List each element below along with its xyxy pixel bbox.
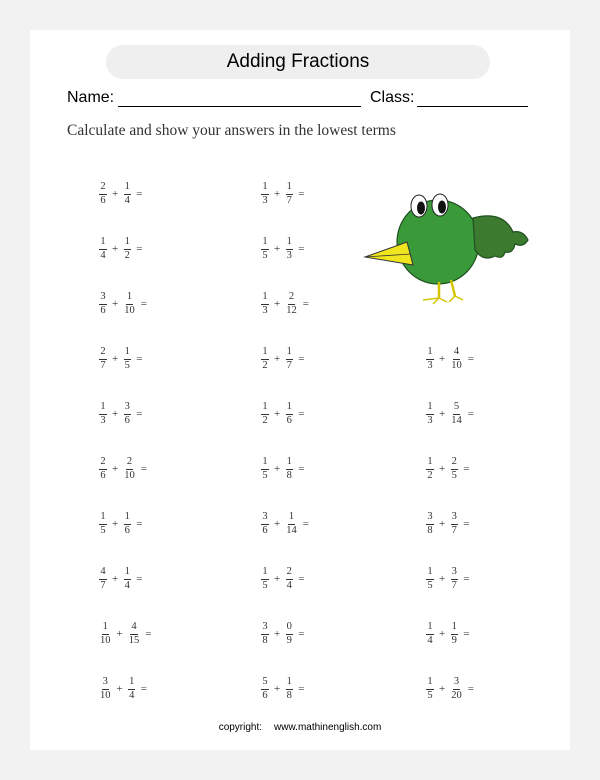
denominator: 4: [286, 579, 292, 591]
problem-item: [99, 677, 147, 701]
numerator: 1: [261, 457, 268, 470]
plus-sign: +: [274, 573, 281, 585]
numerator: 1: [99, 237, 106, 250]
instructions: Calculate and show your answers in the lowest terms: [67, 122, 396, 139]
numerator: 1: [124, 182, 131, 195]
plus-sign: +: [439, 408, 446, 420]
equals-sign: =: [463, 518, 470, 530]
denominator: 5: [124, 359, 130, 371]
denominator: 7: [451, 579, 457, 591]
denominator: 2: [427, 469, 433, 481]
denominator: 7: [100, 359, 106, 371]
numerator: 4: [453, 347, 460, 360]
fraction: [123, 347, 131, 371]
problem-item: [426, 347, 474, 371]
numerator: 1: [426, 347, 433, 360]
numerator: 3: [451, 512, 458, 525]
fraction: [99, 512, 107, 536]
problem-item: [261, 457, 304, 481]
plus-sign: +: [112, 518, 119, 530]
numerator: 1: [426, 622, 433, 635]
equals-sign: =: [298, 628, 305, 640]
fraction: [99, 292, 107, 316]
denominator: 4: [100, 249, 106, 261]
name-field[interactable]: [118, 106, 361, 107]
fraction: [123, 402, 131, 426]
fraction: [261, 292, 269, 316]
copyright-label: copyright:: [218, 722, 263, 733]
numerator: 1: [286, 457, 293, 470]
numerator: 1: [426, 567, 433, 580]
numerator: 1: [286, 347, 293, 360]
fraction: [99, 622, 112, 646]
numerator: 3: [102, 677, 109, 690]
numerator: 1: [128, 677, 135, 690]
denominator: 9: [451, 634, 457, 646]
denominator: 8: [427, 524, 433, 536]
denominator: 10: [451, 359, 462, 371]
numerator: 3: [261, 622, 268, 635]
equals-sign: =: [298, 463, 305, 475]
numerator: 2: [451, 457, 458, 470]
denominator: 2: [124, 249, 130, 261]
denominator: 3: [262, 194, 268, 206]
numerator: 3: [426, 512, 433, 525]
denominator: 4: [129, 689, 135, 701]
problem-item: [261, 677, 304, 701]
equals-sign: =: [298, 188, 305, 200]
numerator: 1: [426, 402, 433, 415]
denominator: 7: [286, 359, 292, 371]
numerator: 1: [288, 512, 295, 525]
numerator: 2: [99, 182, 106, 195]
problem-item: [261, 512, 309, 536]
fraction: [261, 457, 269, 481]
denominator: 3: [427, 414, 433, 426]
problem-item: [99, 182, 142, 206]
denominator: 10: [124, 304, 135, 316]
fraction: [450, 457, 458, 481]
problem-item: [426, 622, 469, 646]
class-label: Class:: [370, 89, 415, 106]
fraction: [426, 622, 434, 646]
numerator: 1: [261, 567, 268, 580]
problem-item: [261, 182, 304, 206]
plus-sign: +: [439, 683, 446, 695]
numerator: 1: [102, 622, 109, 635]
plus-sign: +: [439, 353, 446, 365]
denominator: 8: [262, 634, 268, 646]
denominator: 8: [286, 469, 292, 481]
fraction: [450, 677, 463, 701]
equals-sign: =: [136, 573, 143, 585]
denominator: 10: [100, 689, 111, 701]
fraction: [261, 567, 269, 591]
denominator: 8: [286, 689, 292, 701]
problem-item: [261, 292, 309, 316]
numerator: 2: [99, 347, 106, 360]
problem-item: [261, 567, 304, 591]
denominator: 4: [124, 194, 130, 206]
denominator: 5: [427, 579, 433, 591]
fraction: [99, 347, 107, 371]
denominator: 9: [286, 634, 292, 646]
numerator: 1: [261, 237, 268, 250]
equals-sign: =: [140, 298, 147, 310]
denominator: 5: [100, 524, 106, 536]
fraction: [285, 292, 298, 316]
fraction: [285, 347, 293, 371]
fraction: [285, 622, 293, 646]
fraction: [261, 677, 269, 701]
fraction: [261, 402, 269, 426]
fraction: [128, 622, 141, 646]
equals-sign: =: [136, 188, 143, 200]
fraction: [99, 677, 112, 701]
denominator: 6: [100, 469, 106, 481]
plus-sign: +: [439, 518, 446, 530]
fraction: [426, 567, 434, 591]
problem-item: [426, 567, 469, 591]
plus-sign: +: [439, 573, 446, 585]
fraction: [285, 402, 293, 426]
denominator: 15: [128, 634, 140, 646]
denominator: 14: [451, 414, 462, 426]
plus-sign: +: [439, 628, 446, 640]
plus-sign: +: [274, 683, 281, 695]
numerator: 1: [124, 347, 131, 360]
numerator: 3: [451, 567, 458, 580]
denominator: 2: [262, 359, 268, 371]
denominator: 6: [100, 194, 106, 206]
numerator: 3: [124, 402, 131, 415]
plus-sign: +: [274, 518, 281, 530]
problem-item: [99, 457, 147, 481]
numerator: 1: [451, 622, 458, 635]
denominator: 6: [100, 304, 106, 316]
numerator: 2: [126, 457, 133, 470]
equals-sign: =: [145, 628, 152, 640]
problem-item: [99, 402, 142, 426]
fraction: [285, 182, 293, 206]
equals-sign: =: [463, 628, 470, 640]
denominator: 3: [100, 414, 106, 426]
green-bird-icon: [363, 170, 535, 305]
equals-sign: =: [302, 518, 309, 530]
fraction: [123, 457, 136, 481]
numerator: 1: [286, 677, 293, 690]
fraction: [123, 182, 131, 206]
fraction: [426, 512, 434, 536]
plus-sign: +: [116, 628, 123, 640]
fraction: [128, 677, 136, 701]
equals-sign: =: [298, 683, 305, 695]
equals-sign: =: [298, 573, 305, 585]
fraction: [450, 622, 458, 646]
numerator: 1: [426, 677, 433, 690]
plus-sign: +: [274, 298, 281, 310]
denominator: 5: [427, 689, 433, 701]
numerator: 1: [261, 347, 268, 360]
problem-item: [99, 292, 147, 316]
equals-sign: =: [140, 463, 147, 475]
numerator: 2: [288, 292, 295, 305]
plus-sign: +: [112, 573, 119, 585]
equals-sign: =: [467, 353, 474, 365]
numerator: 1: [261, 402, 268, 415]
problem-item: [99, 622, 151, 646]
fraction: [450, 402, 463, 426]
denominator: 14: [286, 524, 297, 536]
equals-sign: =: [298, 353, 305, 365]
fraction: [99, 567, 107, 591]
denominator: 4: [124, 579, 130, 591]
numerator: 3: [453, 677, 460, 690]
equals-sign: =: [136, 518, 143, 530]
numerator: 1: [286, 182, 293, 195]
problem-item: [426, 677, 474, 701]
numerator: 5: [261, 677, 268, 690]
equals-sign: =: [140, 683, 147, 695]
equals-sign: =: [463, 573, 470, 585]
fraction: [261, 347, 269, 371]
equals-sign: =: [298, 243, 305, 255]
numerator: 1: [261, 292, 268, 305]
fraction: [426, 457, 434, 481]
denominator: 7: [451, 524, 457, 536]
plus-sign: +: [274, 408, 281, 420]
denominator: 7: [286, 194, 292, 206]
fraction: [285, 567, 293, 591]
denominator: 5: [262, 469, 268, 481]
class-field[interactable]: [417, 106, 528, 107]
numerator: 1: [124, 512, 131, 525]
denominator: 5: [262, 249, 268, 261]
plus-sign: +: [112, 463, 119, 475]
denominator: 6: [124, 414, 130, 426]
problem-item: [261, 237, 304, 261]
name-label: Name:: [67, 89, 115, 106]
numerator: 1: [286, 402, 293, 415]
worksheet: [30, 30, 570, 750]
denominator: 20: [451, 689, 462, 701]
fraction: [261, 182, 269, 206]
equals-sign: =: [136, 353, 143, 365]
fraction: [450, 567, 458, 591]
problem-item: [99, 512, 142, 536]
plus-sign: +: [116, 683, 123, 695]
plus-sign: +: [112, 353, 119, 365]
numerator: 1: [99, 512, 106, 525]
problem-item: [426, 457, 469, 481]
numerator: 4: [130, 622, 137, 635]
problem-item: [261, 402, 304, 426]
numerator: 1: [99, 402, 106, 415]
denominator: 6: [262, 524, 268, 536]
denominator: 3: [286, 249, 292, 261]
problem-item: [99, 567, 142, 591]
numerator: 2: [286, 567, 293, 580]
denominator: 5: [451, 469, 457, 481]
denominator: 10: [124, 469, 135, 481]
plus-sign: +: [274, 243, 281, 255]
denominator: 2: [262, 414, 268, 426]
numerator: 3: [261, 512, 268, 525]
denominator: 7: [100, 579, 106, 591]
fraction: [123, 512, 131, 536]
numerator: 1: [124, 237, 131, 250]
fraction: [285, 457, 293, 481]
plus-sign: +: [112, 298, 119, 310]
equals-sign: =: [136, 408, 143, 420]
equals-sign: =: [136, 243, 143, 255]
equals-sign: =: [298, 408, 305, 420]
denominator: 6: [124, 524, 130, 536]
numerator: 1: [126, 292, 133, 305]
numerator: 1: [286, 237, 293, 250]
plus-sign: +: [274, 188, 281, 200]
problem-item: [426, 512, 469, 536]
numerator: 2: [99, 457, 106, 470]
equals-sign: =: [467, 408, 474, 420]
copyright-site: www.mathinenglish.com: [274, 722, 382, 733]
numerator: 1: [261, 182, 268, 195]
fraction: [426, 402, 434, 426]
numerator: 3: [99, 292, 106, 305]
fraction: [123, 292, 136, 316]
problem-item: [99, 347, 142, 371]
plus-sign: +: [112, 188, 119, 200]
problem-item: [261, 622, 304, 646]
plus-sign: +: [112, 243, 119, 255]
fraction: [450, 512, 458, 536]
numerator: 0: [286, 622, 293, 635]
fraction: [426, 347, 434, 371]
denominator: 6: [262, 689, 268, 701]
fraction: [99, 402, 107, 426]
plus-sign: +: [112, 408, 119, 420]
fraction: [123, 567, 131, 591]
fraction: [99, 457, 107, 481]
fraction: [285, 512, 298, 536]
fraction: [450, 347, 463, 371]
problem-item: [99, 237, 142, 261]
fraction: [123, 237, 131, 261]
problem-item: [426, 402, 474, 426]
plus-sign: +: [439, 463, 446, 475]
numerator: 1: [426, 457, 433, 470]
problem-item: [261, 347, 304, 371]
plus-sign: +: [274, 628, 281, 640]
denominator: 5: [262, 579, 268, 591]
denominator: 6: [286, 414, 292, 426]
fraction: [99, 182, 107, 206]
fraction: [261, 622, 269, 646]
denominator: 3: [262, 304, 268, 316]
denominator: 4: [427, 634, 433, 646]
denominator: 3: [427, 359, 433, 371]
plus-sign: +: [274, 463, 281, 475]
denominator: 12: [286, 304, 297, 316]
equals-sign: =: [463, 463, 470, 475]
fraction: [426, 677, 434, 701]
numerator: 1: [124, 567, 131, 580]
page-title: Adding Fractions: [106, 45, 490, 79]
fraction: [99, 237, 107, 261]
fraction: [285, 237, 293, 261]
copyright: [30, 722, 570, 733]
fraction: [261, 512, 269, 536]
fraction: [261, 237, 269, 261]
denominator: 10: [100, 634, 111, 646]
equals-sign: =: [467, 683, 474, 695]
fraction: [285, 677, 293, 701]
plus-sign: +: [274, 353, 281, 365]
equals-sign: =: [302, 298, 309, 310]
numerator: 4: [99, 567, 106, 580]
numerator: 5: [453, 402, 460, 415]
